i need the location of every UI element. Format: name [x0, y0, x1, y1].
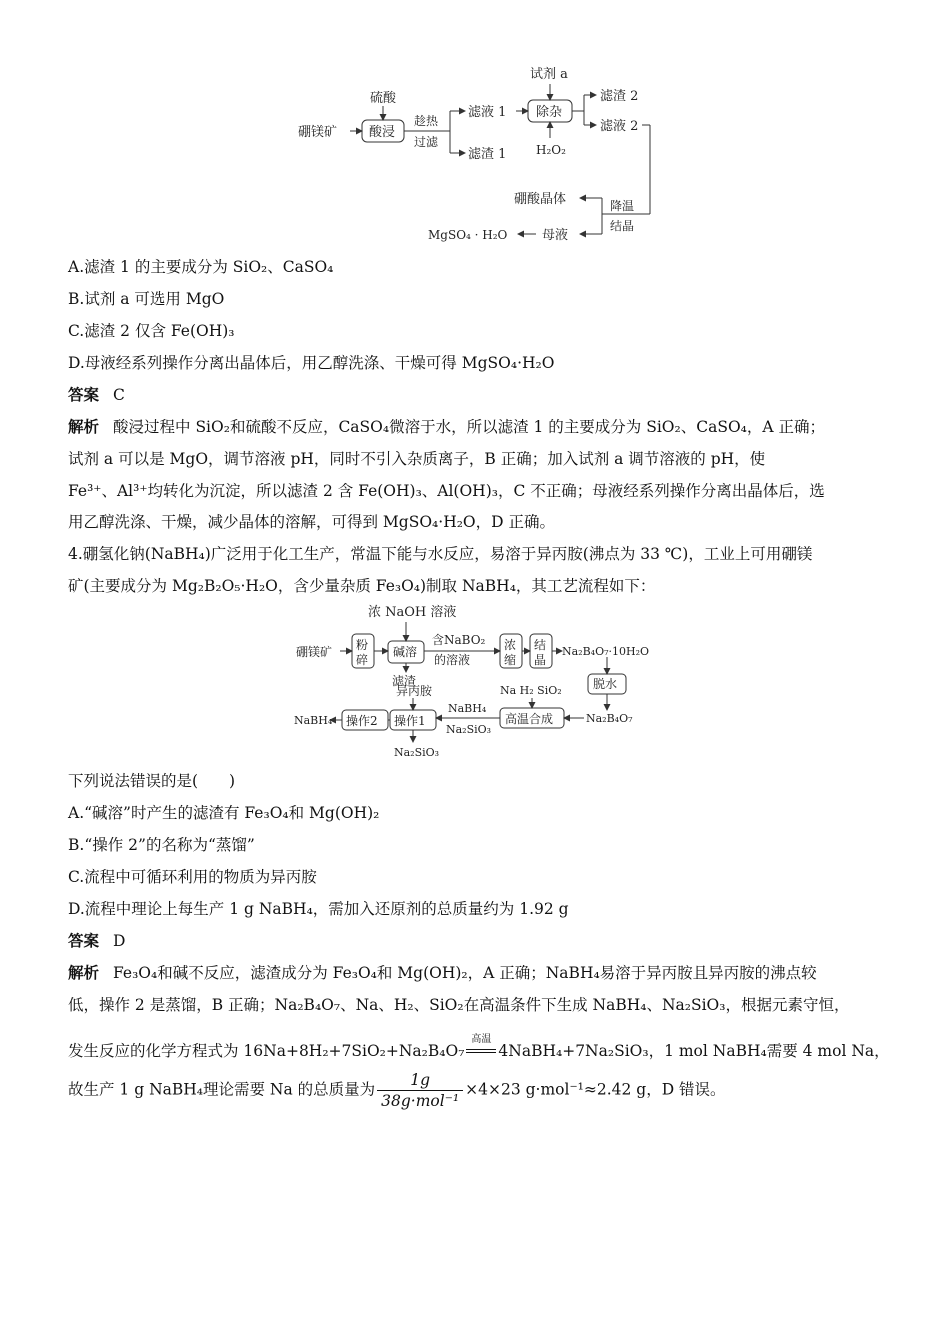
answer-label: 答案	[68, 931, 100, 950]
q3-option-d: D.母液经系列操作分离出晶体后，用乙醇洗涤、干燥可得 MgSO₄·H₂O	[68, 354, 555, 372]
flow1-filtrate1: 滤液 1	[468, 105, 507, 120]
q4-option-a: A.“碱溶”时产生的滤渣有 Fe₃O₄和 Mg(OH)₂	[68, 804, 380, 822]
q4-stem-1: 4.硼氢化钠(NaBH₄)广泛用于化工生产，常温下能与水反应，易溶于异丙胺(沸点为 33 ℃)，工业上可用硼镁	[68, 545, 813, 563]
analysis-text: Fe₃O₄和碱不反应，滤渣成分为 Fe₃O₄和 Mg(OH)₂，A 正确；NaBH₄易溶于异丙胺且异丙胺的沸点较	[113, 964, 817, 982]
q3-answer	[68, 384, 125, 406]
q4-analysis-1	[68, 962, 817, 984]
q3-analysis-1	[68, 416, 825, 438]
flow1-cool2: 结晶	[610, 219, 635, 233]
q4-option-b: B.“操作 2”的名称为“蒸馏”	[68, 836, 255, 854]
flow2-borax: Na₂B₄O₇	[586, 712, 633, 725]
q3-option-b: B.试剂 a 可选用 MgO	[68, 290, 225, 308]
answer-value: D	[113, 932, 126, 950]
flow2-conc1: 浓	[504, 638, 517, 652]
flow2-cry2: 晶	[534, 653, 547, 667]
q4-option-d: D.流程中理论上每生产 1 g NaBH₄，需加入还原剂的总质量约为 1.92 g	[68, 900, 569, 918]
fraction-numerator: 1g	[377, 1070, 463, 1091]
flow1-leach: 酸浸	[369, 125, 396, 140]
equals-sign	[466, 1049, 496, 1053]
analysis-label: 解析	[68, 963, 100, 982]
q4-stem-2: 矿(主要成分为 Mg₂B₂O₅·H₂O，含少量杂质 Fe₃O₄)制取 NaBH₄，其工艺流程如下：	[68, 577, 656, 595]
flow2-mix2: Na₂SiO₃	[446, 723, 492, 736]
q3-option-c: C.滤渣 2 仅含 Fe(OH)₃	[68, 322, 235, 340]
condition-text: 高温	[471, 1034, 492, 1045]
mass-result: ×4×23 g·mol⁻¹≈2.42 g，D 错误。	[465, 1080, 726, 1099]
q4-option-c: C.流程中可循环利用的物质为异丙胺	[68, 868, 317, 886]
fraction	[377, 1070, 463, 1111]
flow2-hydrate: Na₂B₄O₇·10H₂O	[562, 645, 650, 658]
flow1-acid: 硫酸	[370, 91, 397, 106]
q4-analysis-2: 低，操作 2 是蒸馏，B 正确；Na₂B₄O₇、Na、H₂、SiO₂在高温条件下生成 NaBH₄、Na₂SiO₃，根据元素守恒，	[68, 996, 850, 1014]
analysis-text: 酸浸过程中 SiO₂和硫酸不反应，CaSO₄微溶于水，所以滤渣 1 的主要成分为 SiO₂、CaSO₄，A 正确；	[113, 418, 825, 436]
q3-analysis-4: 用乙醇洗涤、干燥，减少晶体的溶解，可得到 MgSO₄·H₂O，D 正确。	[68, 513, 555, 531]
equation-right: 4NaBH₄+7Na₂SiO₃，1 mol NaBH₄需要 4 mol Na，	[498, 1042, 890, 1060]
flow2-dehydrate: 脱水	[593, 677, 618, 691]
flow1-mother: 母液	[542, 228, 569, 243]
reaction-condition	[464, 1034, 498, 1057]
flow2-amine: 异丙胺	[396, 684, 433, 698]
flow2-nabh4: NaBH₄	[294, 714, 333, 727]
flow2-conc2: 缩	[504, 653, 517, 667]
flow2-op1: 操作1	[394, 714, 426, 728]
flow2-dissolve: 碱溶	[393, 645, 418, 659]
flow2-nabo2a: 含NaBO₂	[432, 633, 486, 647]
flow1-reagent: 试剂 a	[530, 67, 568, 82]
q3-analysis-2: 试剂 a 可以是 MgO，调节溶液 pH，同时不引入杂质离子，B 正确；加入试剂 a 调节溶液的 pH，使	[68, 450, 766, 468]
flow1-cool1: 降温	[610, 199, 635, 213]
q4-answer	[68, 930, 125, 952]
equation-left: 发生反应的化学方程式为 16Na+8H₂+7SiO₂+Na₂B₄O₇	[68, 1042, 465, 1060]
flow2-mix1: NaBH₄	[448, 702, 487, 715]
flow2-op2: 操作2	[346, 714, 378, 728]
process-flowchart-2	[290, 600, 670, 764]
flow2-grind1: 粉	[356, 638, 369, 652]
flow1-product: MgSO₄ · H₂O	[428, 228, 508, 242]
flow2-naoh: 浓 NaOH 溶液	[368, 605, 457, 620]
flow1-residue1: 滤渣 1	[468, 147, 507, 162]
analysis-label: 解析	[68, 417, 100, 436]
answer-value: C	[113, 386, 125, 404]
q4-analysis-3	[68, 1034, 890, 1062]
q3-analysis-3: Fe³⁺、Al³⁺均转化为沉淀，所以滤渣 2 含 Fe(OH)₃、Al(OH)₃，C 不正确；母液经系列操作分离出晶体后，选	[68, 482, 825, 500]
flow1-hot1: 趁热	[414, 114, 439, 128]
flow1-h2o2: H₂O₂	[536, 143, 566, 157]
answer-label: 答案	[68, 385, 100, 404]
flow2-residue: 滤渣	[392, 674, 417, 688]
flow2-cry1: 结	[534, 638, 547, 652]
flow1-residue2: 滤渣 2	[600, 89, 639, 104]
mass-text: 故生产 1 g NaBH₄理论需要 Na 的总质量为	[68, 1080, 376, 1099]
process-flowchart-1	[290, 62, 690, 248]
flow1-raw: 硼镁矿	[298, 125, 338, 140]
flow2-raw: 硼镁矿	[296, 645, 333, 659]
flow1-hot2: 过滤	[414, 135, 439, 149]
flow2-nabo2b: 的溶液	[434, 653, 471, 667]
q4-question: 下列说法错误的是( )	[68, 772, 236, 790]
q3-option-a: A.滤渣 1 的主要成分为 SiO₂、CaSO₄	[68, 258, 334, 276]
flow2-synth: 高温合成	[505, 712, 554, 726]
flow2-reactants: Na H₂ SiO₂	[500, 684, 562, 697]
flow1-remove: 除杂	[536, 105, 563, 120]
flow2-grind2: 碎	[356, 653, 369, 667]
flow1-filtrate2: 滤液 2	[600, 119, 639, 134]
fraction-denominator: 38g·mol⁻¹	[381, 1092, 460, 1110]
q4-analysis-4	[68, 1070, 726, 1111]
flow2-na2sio3: Na₂SiO₃	[394, 746, 440, 759]
flow1-crystal: 硼酸晶体	[514, 192, 567, 207]
